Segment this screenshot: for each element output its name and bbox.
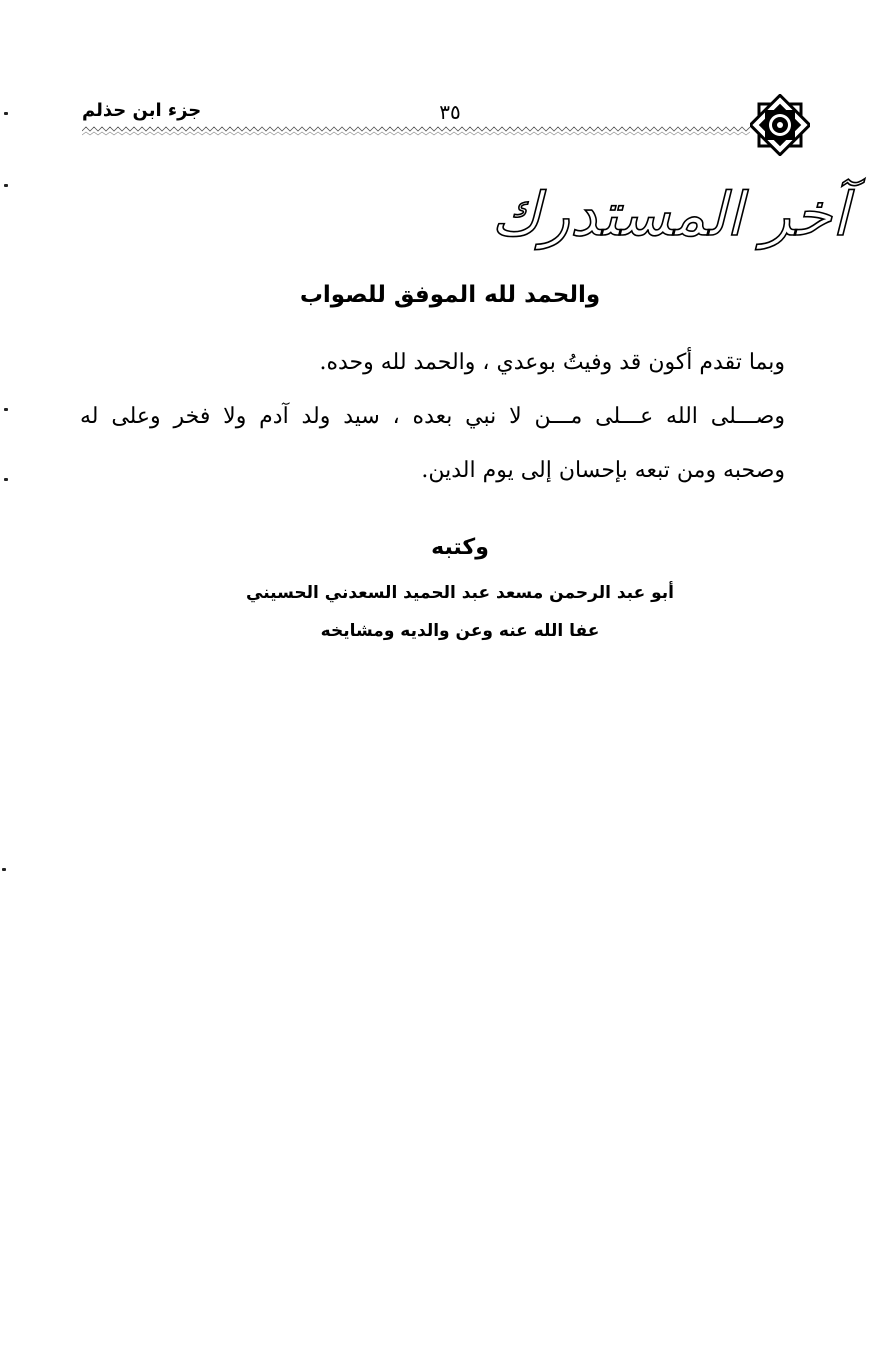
calligraphy-title xyxy=(491,160,849,270)
scan-speck xyxy=(4,184,8,187)
star-ornament-icon xyxy=(750,94,810,156)
author-signoff xyxy=(200,530,720,650)
author-name: أبو عبد الرحمن مسعد عبد الحميد السعدني الحسيني xyxy=(246,583,674,603)
header-zigzag-line-lower xyxy=(82,132,750,135)
body-line-1: وبما تقدم أكون قد وفيتُ بوعدي ، والحمد لله وحده. xyxy=(319,350,785,375)
header-decorative-rule xyxy=(82,124,750,138)
closing-paragraph xyxy=(80,336,785,498)
scan-speck xyxy=(4,112,8,115)
scan-speck xyxy=(4,408,8,411)
signoff-wrote-label: وكتبه xyxy=(431,535,489,560)
body-line-2: وصـــلى الله عـــلى مـــن لا نبي بعده ، سيد ولد آدم ولا فخر وعلى له xyxy=(80,404,785,429)
running-header-title: جزء ابن حذلم xyxy=(82,100,202,121)
scan-speck xyxy=(4,478,8,481)
scan-speck xyxy=(2,868,6,871)
header-zigzag-line xyxy=(82,127,750,131)
calligraphy-title-text: آخر المستدرك xyxy=(491,180,849,250)
page-number: ٣٥ xyxy=(439,100,461,124)
author-supplication: عفا الله عنه وعن والديه ومشايخه xyxy=(320,621,600,641)
body-line-3: وصحبه ومن تبعه بإحسان إلى يوم الدين. xyxy=(421,458,785,483)
closing-praise-heading: والحمد لله الموفق للصواب xyxy=(299,282,601,308)
